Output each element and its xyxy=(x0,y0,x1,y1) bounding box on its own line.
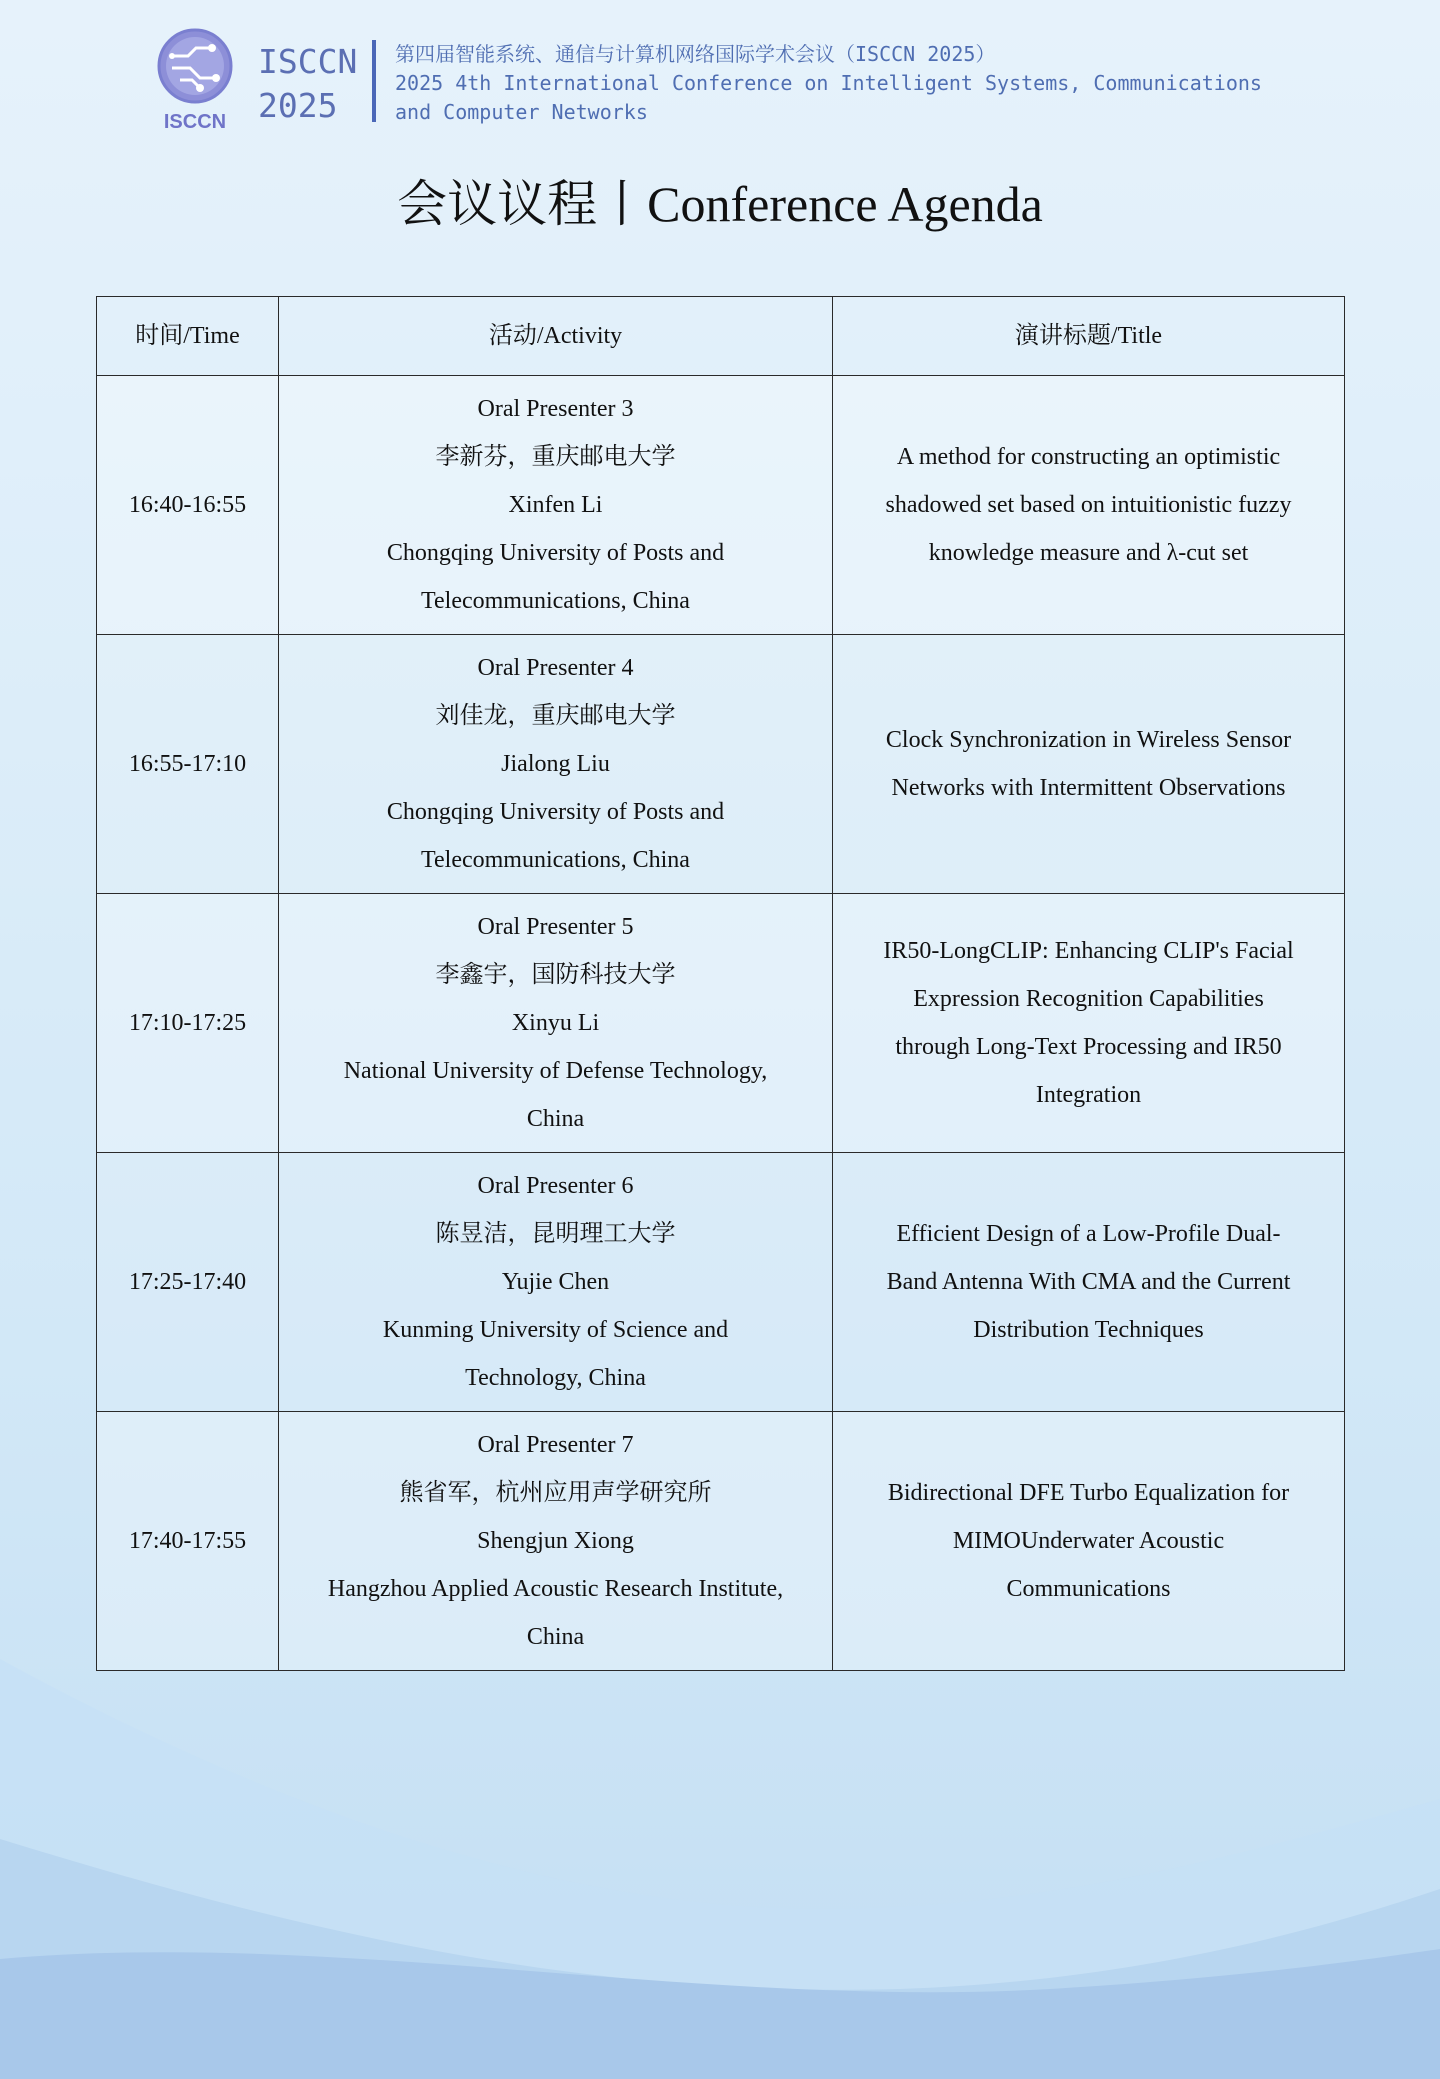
presenter-affiliation-line1: Chongqing University of Posts and xyxy=(386,799,725,825)
talk-title-line: IR50-LongCLIP: Enhancing CLIP's Facial xyxy=(883,938,1294,964)
presenter-name-en: Xinfen Li xyxy=(508,492,603,518)
presenter-affiliation-line2: Telecommunications, China xyxy=(421,588,690,614)
talk-title-line: Distribution Techniques xyxy=(973,1317,1204,1343)
talk-title-line: Band Antenna With CMA and the Current xyxy=(886,1269,1291,1295)
table-row xyxy=(97,376,1345,635)
presenter-name-en: Jialong Liu xyxy=(501,751,610,777)
presenter-affiliation-line1: Hangzhou Applied Acoustic Research Institute, xyxy=(327,1576,784,1602)
talk-title-cell xyxy=(833,894,1345,1153)
presenter-affiliation-line2: Technology, China xyxy=(465,1365,646,1391)
logo-wordmark xyxy=(258,40,357,128)
logo-name: ISCCN xyxy=(258,42,358,81)
presenter-role: Oral Presenter 3 xyxy=(477,396,634,422)
svg-text:ISCCN: ISCCN xyxy=(163,111,227,133)
talk-title-cell xyxy=(833,1153,1345,1412)
table-header-row xyxy=(97,297,1345,376)
time-cell: 16:40-16:55 xyxy=(97,376,279,635)
presenter-name-zh: 陈昱洁，昆明理工大学 xyxy=(435,1221,676,1247)
conference-name xyxy=(395,40,1262,127)
talk-title-line: A method for constructing an optimistic xyxy=(896,444,1281,470)
presenter-name-en: Xinyu Li xyxy=(511,1010,600,1036)
talk-title-line: Networks with Intermittent Observations xyxy=(891,775,1286,801)
conference-name-zh: 第四届智能系统、通信与计算机网络国际学术会议（ISCCN 2025） xyxy=(395,42,996,66)
time-cell: 17:25-17:40 xyxy=(97,1153,279,1412)
activity-cell xyxy=(279,635,833,894)
presenter-name-zh: 熊省军，杭州应用声学研究所 xyxy=(399,1480,712,1506)
presenter-role: Oral Presenter 6 xyxy=(477,1173,634,1199)
header-title: 演讲标题/Title xyxy=(833,297,1345,376)
background-waves xyxy=(0,1659,1440,2079)
activity-cell xyxy=(279,894,833,1153)
presenter-affiliation-line1: Chongqing University of Posts and xyxy=(386,540,725,566)
talk-title-line: MIMOUnderwater Acoustic xyxy=(952,1528,1225,1554)
presenter-name-zh: 刘佳龙，重庆邮电大学 xyxy=(435,703,676,729)
agenda-table xyxy=(96,296,1345,1671)
presenter-role: Oral Presenter 5 xyxy=(477,914,634,940)
table-row xyxy=(97,1153,1345,1412)
presenter-affiliation-line2: China xyxy=(526,1106,585,1132)
talk-title-line: shadowed set based on intuitionistic fuzzy xyxy=(885,492,1292,518)
talk-title-line: Integration xyxy=(1035,1082,1142,1108)
circuit-globe-icon xyxy=(150,26,240,136)
talk-title-cell xyxy=(833,376,1345,635)
conference-header xyxy=(150,26,1300,136)
presenter-affiliation-line1: Kunming University of Science and xyxy=(382,1317,729,1343)
header-time: 时间/Time xyxy=(97,297,279,376)
table-row xyxy=(97,894,1345,1153)
activity-cell xyxy=(279,376,833,635)
activity-cell xyxy=(279,1153,833,1412)
conference-name-en-line1: 2025 4th International Conference on Intelligent Systems, Communications xyxy=(395,71,1262,95)
page-title: 会议议程丨Conference Agenda xyxy=(397,176,1043,232)
conference-name-en-line2: and Computer Networks xyxy=(395,100,648,124)
logo-year: 2025 xyxy=(258,86,338,125)
isccn-logo xyxy=(150,26,240,136)
presenter-role: Oral Presenter 4 xyxy=(477,655,634,681)
talk-title-line: through Long-Text Processing and IR50 xyxy=(895,1034,1282,1060)
presenter-affiliation-line2: China xyxy=(526,1624,585,1650)
presenter-affiliation-line1: National University of Defense Technology, xyxy=(343,1058,768,1084)
table-row xyxy=(97,1412,1345,1671)
presenter-name-zh: 李新芬，重庆邮电大学 xyxy=(435,444,676,470)
presenter-name-zh: 李鑫宇，国防科技大学 xyxy=(435,962,676,988)
talk-title-line: Efficient Design of a Low-Profile Dual- xyxy=(896,1221,1281,1247)
activity-cell xyxy=(279,1412,833,1671)
presenter-name-en: Shengjun Xiong xyxy=(477,1528,634,1554)
talk-title-cell xyxy=(833,1412,1345,1671)
talk-title-line: Expression Recognition Capabilities xyxy=(913,986,1264,1012)
talk-title-cell xyxy=(833,635,1345,894)
time-cell: 17:10-17:25 xyxy=(97,894,279,1153)
time-cell: 16:55-17:10 xyxy=(97,635,279,894)
header-activity: 活动/Activity xyxy=(279,297,833,376)
talk-title-line: Bidirectional DFE Turbo Equalization for xyxy=(887,1480,1290,1506)
table-row xyxy=(97,635,1345,894)
presenter-role: Oral Presenter 7 xyxy=(477,1432,634,1458)
talk-title-line: Clock Synchronization in Wireless Sensor xyxy=(885,727,1292,753)
talk-title-line: Communications xyxy=(1006,1576,1171,1602)
presenter-affiliation-line2: Telecommunications, China xyxy=(421,847,690,873)
header-divider xyxy=(372,40,376,122)
time-cell: 17:40-17:55 xyxy=(97,1412,279,1671)
talk-title-line: knowledge measure and λ-cut set xyxy=(928,540,1249,566)
presenter-name-en: Yujie Chen xyxy=(501,1269,610,1295)
